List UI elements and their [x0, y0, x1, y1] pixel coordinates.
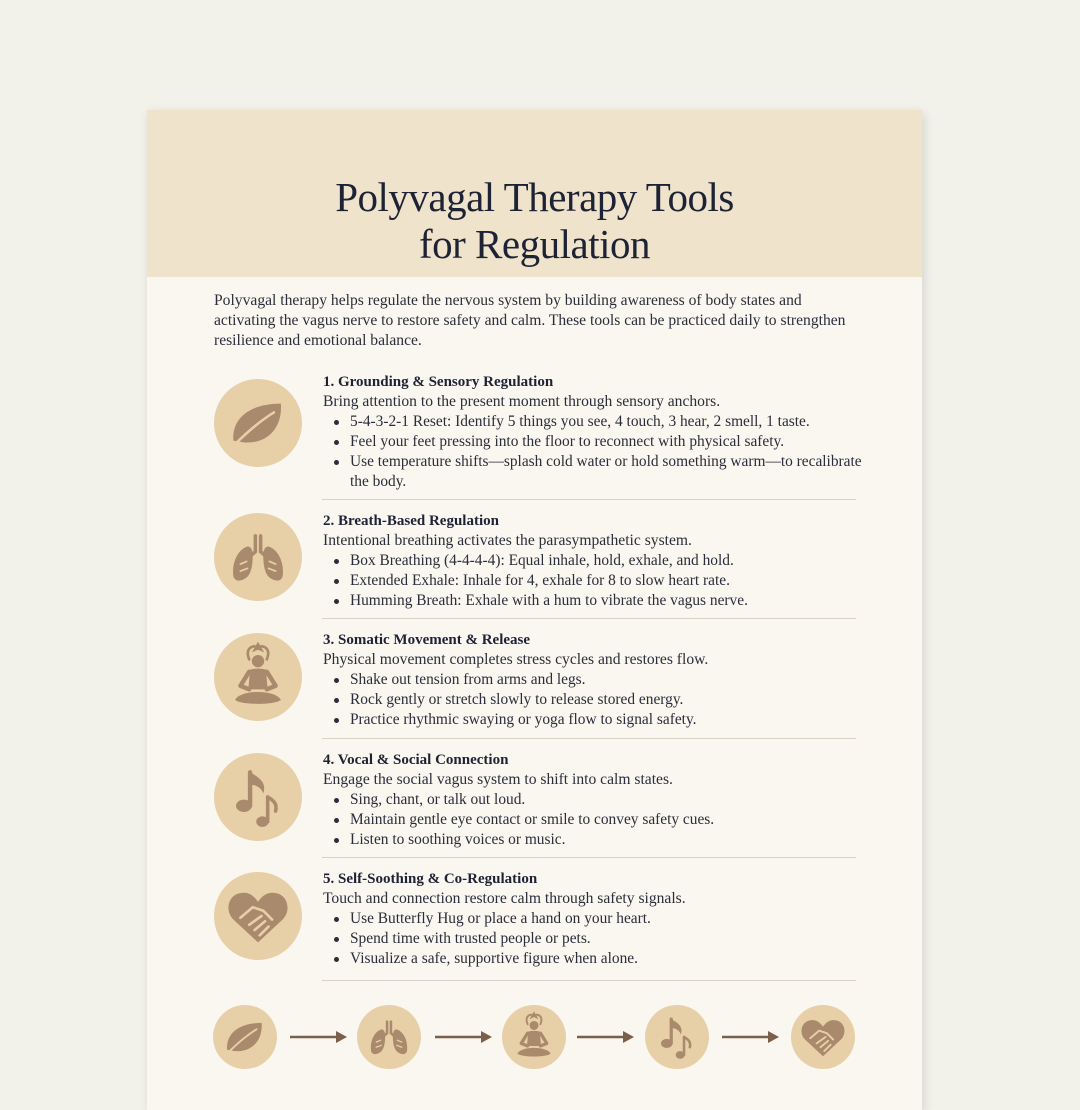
lungs-icon — [357, 1005, 421, 1069]
section-title: 3. Somatic Movement & Release — [323, 632, 531, 648]
section-title: 4. Vocal & Social Connection — [323, 752, 509, 768]
title-line-1: Polyvagal Therapy Tools — [335, 174, 734, 220]
divider — [322, 857, 856, 858]
section-grounding — [213, 372, 862, 500]
page-title — [147, 174, 922, 268]
bullet-item: Sing, chant, or talk out loud. — [350, 790, 863, 810]
bullet-item: Maintain gentle eye contact or smile to convey safety cues. — [350, 810, 863, 830]
bullet-item: 5-4-3-2-1 Reset: Identify 5 things you see, 4 touch, 3 hear, 2 smell, 1 taste. — [350, 412, 863, 432]
arrow-right-icon — [290, 1030, 348, 1044]
section-description: Bring attention to the present moment through sensory anchors. — [323, 393, 721, 410]
divider — [322, 738, 856, 739]
meditation-icon — [214, 633, 302, 721]
title-line-2: for Regulation — [419, 221, 650, 267]
bullet-item: Visualize a safe, supportive figure when alone. — [350, 949, 863, 969]
lungs-icon — [214, 513, 302, 601]
arrow-right-icon — [577, 1030, 635, 1044]
section-description: Touch and connection restore calm through safety signals. — [323, 890, 686, 907]
bullet-item: Spend time with trusted people or pets. — [350, 929, 863, 949]
bullet-item: Use temperature shifts—splash cold water or hold something warm—to recalibrate the body. — [350, 453, 862, 490]
bullet-item: Box Breathing (4-4-4-4): Equal inhale, hold, exhale, and hold. — [350, 551, 863, 571]
section-title: 1. Grounding & Sensory Regulation — [323, 374, 554, 390]
section-vocal — [213, 750, 856, 858]
section-self-soothing — [213, 869, 856, 981]
bullet-item: Humming Breath: Exhale with a hum to vibrate the vagus nerve. — [350, 591, 863, 611]
section-title: 5. Self-Soothing & Co-Regulation — [323, 871, 538, 887]
arrow-right-icon — [435, 1030, 493, 1044]
divider — [322, 980, 856, 981]
worksheet-page — [147, 110, 922, 1110]
bullet-list — [323, 670, 863, 730]
section-description: Physical movement completes stress cycles and restores flow. — [323, 651, 709, 668]
section-somatic — [213, 630, 856, 739]
bullet-item: Use Butterfly Hug or place a hand on your heart. — [350, 909, 863, 929]
intro-paragraph: Polyvagal therapy helps regulate the nervous system by building awareness of body states and activating the vagus nerve to restore safety and calm. These tools can be practiced daily to strengthen resilience and emotional balance. — [214, 292, 846, 349]
section-description: Engage the social vagus system to shift into calm states. — [323, 771, 673, 788]
divider — [322, 499, 856, 500]
heart-hands-icon — [214, 872, 302, 960]
bullet-item: Rock gently or stretch slowly to release stored energy. — [350, 690, 863, 710]
heart-hands-icon — [791, 1005, 855, 1069]
meditation-icon — [502, 1005, 566, 1069]
bullet-item: Shake out tension from arms and legs. — [350, 670, 863, 690]
music-note-icon — [645, 1005, 709, 1069]
bullet-item: Feel your feet pressing into the floor to reconnect with physical safety. — [350, 432, 863, 452]
music-note-icon — [214, 753, 302, 841]
section-title: 2. Breath-Based Regulation — [323, 513, 499, 529]
leaf-icon — [213, 1005, 277, 1069]
leaf-icon — [214, 379, 302, 467]
title-header — [147, 110, 922, 277]
divider — [322, 618, 856, 619]
bullet-list — [323, 551, 863, 611]
section-description: Intentional breathing activates the parasympathetic system. — [323, 532, 692, 549]
bullet-list — [323, 412, 863, 492]
section-breath — [213, 511, 856, 619]
tools-flow-row — [147, 1003, 922, 1073]
bullet-list — [323, 909, 863, 969]
bullet-item: Practice rhythmic swaying or yoga flow to signal safety. — [350, 710, 863, 730]
bullet-list — [323, 790, 863, 850]
bullet-item: Extended Exhale: Inhale for 4, exhale for 8 to slow heart rate. — [350, 571, 863, 591]
bullet-item: Listen to soothing voices or music. — [350, 830, 863, 850]
arrow-right-icon — [722, 1030, 780, 1044]
